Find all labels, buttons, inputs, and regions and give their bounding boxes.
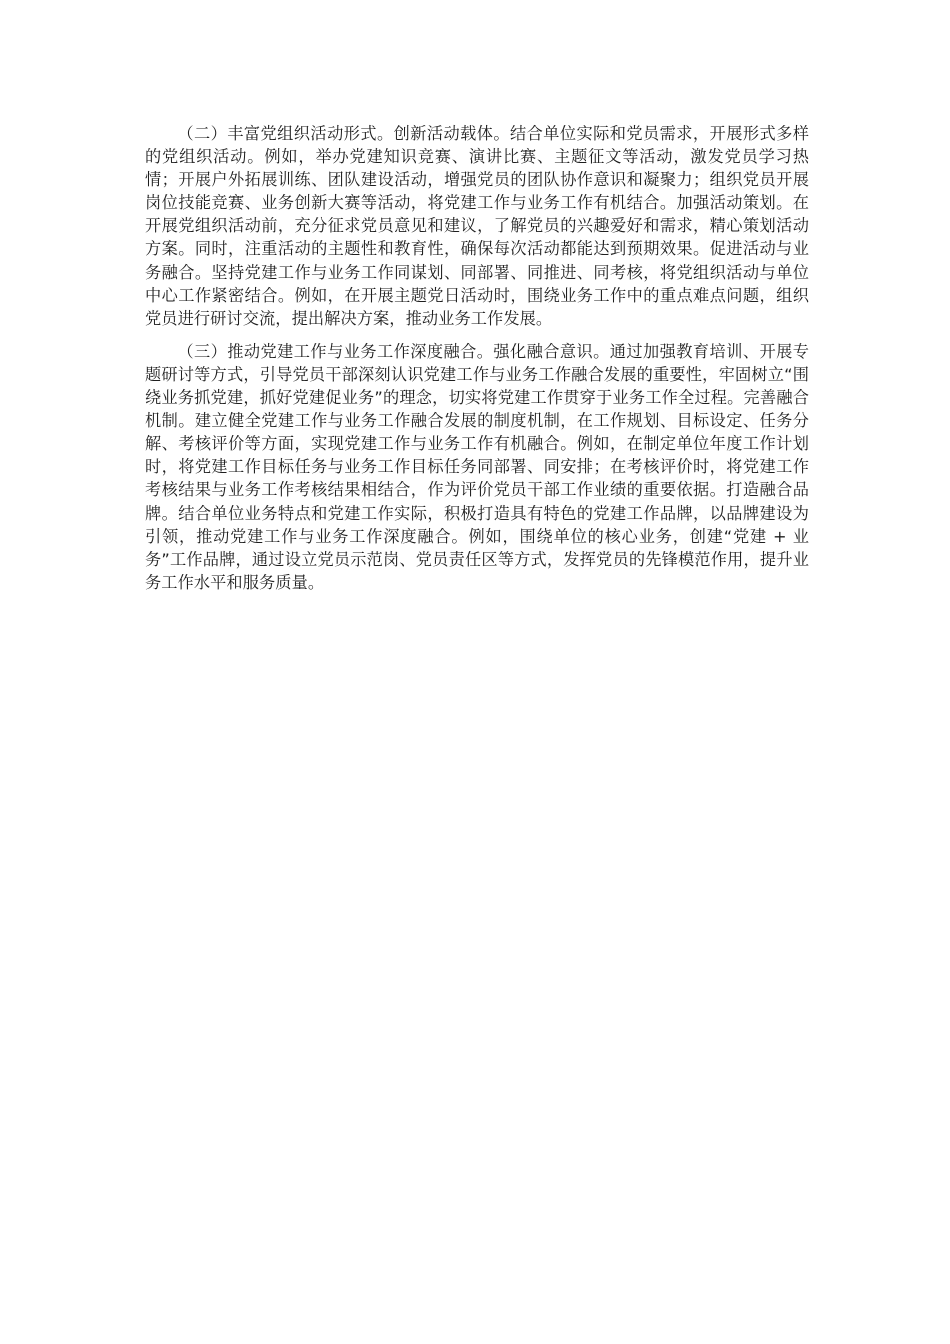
paragraph-section-2: （二）丰富党组织活动形式。创新活动载体。结合单位实际和党员需求，开展形式多样的党组织活动。例如，举办党建知识竞赛、演讲比赛、主题征文等活动，激发党员学习热情；开展户外拓展训练、团队建设活动，增强党员的团队协作意识和凝聚力；组织党员开展岗位技能竞赛、业务创新大赛等活动，将党建工作与业务工作有机结合。加强活动策划。在开展党组织活动前，充分征求党员意见和建议，了解党员的兴趣爱好和需求，精心策划活动方案。同时，注重活动的主题性和教育性，确保每次活动都能达到预期效果。促进活动与业务融合。坚持党建工作与业务工作同谋划、同部署、同推进、同考核，将党组织活动与单位中心工作紧密结合。例如，在开展主题党日活动时，围绕业务工作中的重点难点问题，组织党员进行研讨交流，提出解决方案，推动业务工作发展。 bbox=[145, 124, 809, 328]
paragraph-section-3: （三）推动党建工作与业务工作深度融合。强化融合意识。通过加强教育培训、开展专题研讨等方式，引导党员干部深刻认识党建工作与业务工作融合发展的重要性，牢固树立“围绕业务抓党建，抓好党建促业务”的理念，切实将党建工作贯穿于业务工作全过程。完善融合机制。建立健全党建工作与业务工作融合发展的制度机制，在工作规划、目标设定、任务分解、考核评价等方面，实现党建工作与业务工作有机融合。例如，在制定单位年度工作计划时，将党建工作目标任务与业务工作目标任务同部署、同安排；在考核评价时，将党建工作考核结果与业务工作考核结果相结合，作为评价党员干部工作业绩的重要依据。打造融合品牌。结合单位业务特点和党建工作实际，积极打造具有特色的党建工作品牌，以品牌建设为引领，推动党建工作与业务工作深度融合。例如，围绕单位的核心业务，创建“党建 + 业务”工作品牌，通过设立党员示范岗、党员责任区等方式，发挥党员的先锋模范作用，提升业务工作水平和服务质量。 bbox=[145, 341, 809, 592]
document-body bbox=[145, 122, 809, 604]
